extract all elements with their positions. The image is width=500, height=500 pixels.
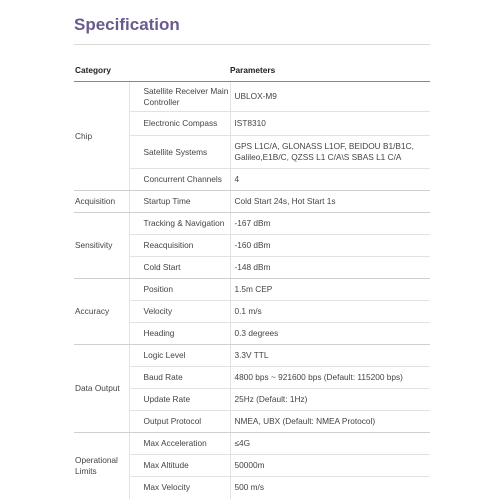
parameter-cell: Output Protocol: [129, 411, 230, 433]
header-category: Category: [74, 58, 129, 82]
table-body: [74, 82, 430, 499]
value-cell: -160 dBm: [230, 235, 430, 257]
page-title: Specification: [74, 15, 180, 34]
parameter-cell: Logic Level: [129, 345, 230, 367]
parameter-cell: Startup Time: [129, 191, 230, 213]
parameter-cell: Reacquisition: [129, 235, 230, 257]
table-row: [74, 433, 430, 455]
parameter-cell: Velocity: [129, 301, 230, 323]
title-divider: [74, 44, 430, 45]
value-cell: Cold Start 24s, Hot Start 1s: [230, 191, 430, 213]
parameter-cell: Satellite Systems: [129, 136, 230, 169]
value-cell: 1.5m CEP: [230, 279, 430, 301]
table-row: [74, 213, 430, 235]
value-cell: IST8310: [230, 112, 430, 136]
specification-page: [74, 0, 430, 493]
parameter-cell: Max Acceleration: [129, 433, 230, 455]
value-cell: 25Hz (Default: 1Hz): [230, 389, 430, 411]
category-cell: Chip: [74, 82, 129, 191]
parameter-cell: Cold Start: [129, 257, 230, 279]
parameter-cell: Tracking & Navigation: [129, 213, 230, 235]
value-cell: 50000m: [230, 455, 430, 477]
parameter-cell: Satellite Receiver Main Controller: [129, 82, 230, 112]
category-cell: Acquisition: [74, 191, 129, 213]
parameter-cell: Max Velocity: [129, 477, 230, 499]
value-cell: -167 dBm: [230, 213, 430, 235]
value-cell: 500 m/s: [230, 477, 430, 499]
parameter-cell: Electronic Compass: [129, 112, 230, 136]
table-row: [74, 191, 430, 213]
value-cell: UBLOX-M9: [230, 82, 430, 112]
category-cell: Data Output: [74, 345, 129, 433]
table-row: [74, 82, 430, 112]
value-cell: GPS L1C/A, GLONASS L1OF, BEIDOU B1/B1C, Galileo,E1B/C, QZSS L1 C/A\S SBAS L1 C/A: [230, 136, 430, 169]
parameter-cell: Max Altitude: [129, 455, 230, 477]
table-header: [74, 58, 430, 82]
header-row: [74, 58, 430, 82]
specification-table: [74, 58, 430, 499]
parameter-cell: Update Rate: [129, 389, 230, 411]
value-cell: 4800 bps ~ 921600 bps (Default: 115200 bps): [230, 367, 430, 389]
table-row: [74, 345, 430, 367]
table-row: [74, 279, 430, 301]
parameter-cell: Concurrent Channels: [129, 169, 230, 191]
header-parameters: Parameters: [230, 58, 430, 82]
value-cell: 0.3 degrees: [230, 323, 430, 345]
value-cell: -148 dBm: [230, 257, 430, 279]
category-cell: Accuracy: [74, 279, 129, 345]
value-cell: 0.1 m/s: [230, 301, 430, 323]
parameter-cell: Baud Rate: [129, 367, 230, 389]
category-cell: Operational Limits: [75, 454, 118, 476]
value-cell: 3.3V TTL: [230, 345, 430, 367]
value-cell: 4: [230, 169, 430, 191]
value-cell: NMEA, UBX (Default: NMEA Protocol): [230, 411, 430, 433]
value-cell: ≤4G: [230, 433, 430, 455]
category-cell: Sensitivity: [74, 213, 129, 279]
header-parameters-spacer: [129, 58, 230, 82]
parameter-cell: Heading: [129, 323, 230, 345]
parameter-cell: Position: [129, 279, 230, 301]
